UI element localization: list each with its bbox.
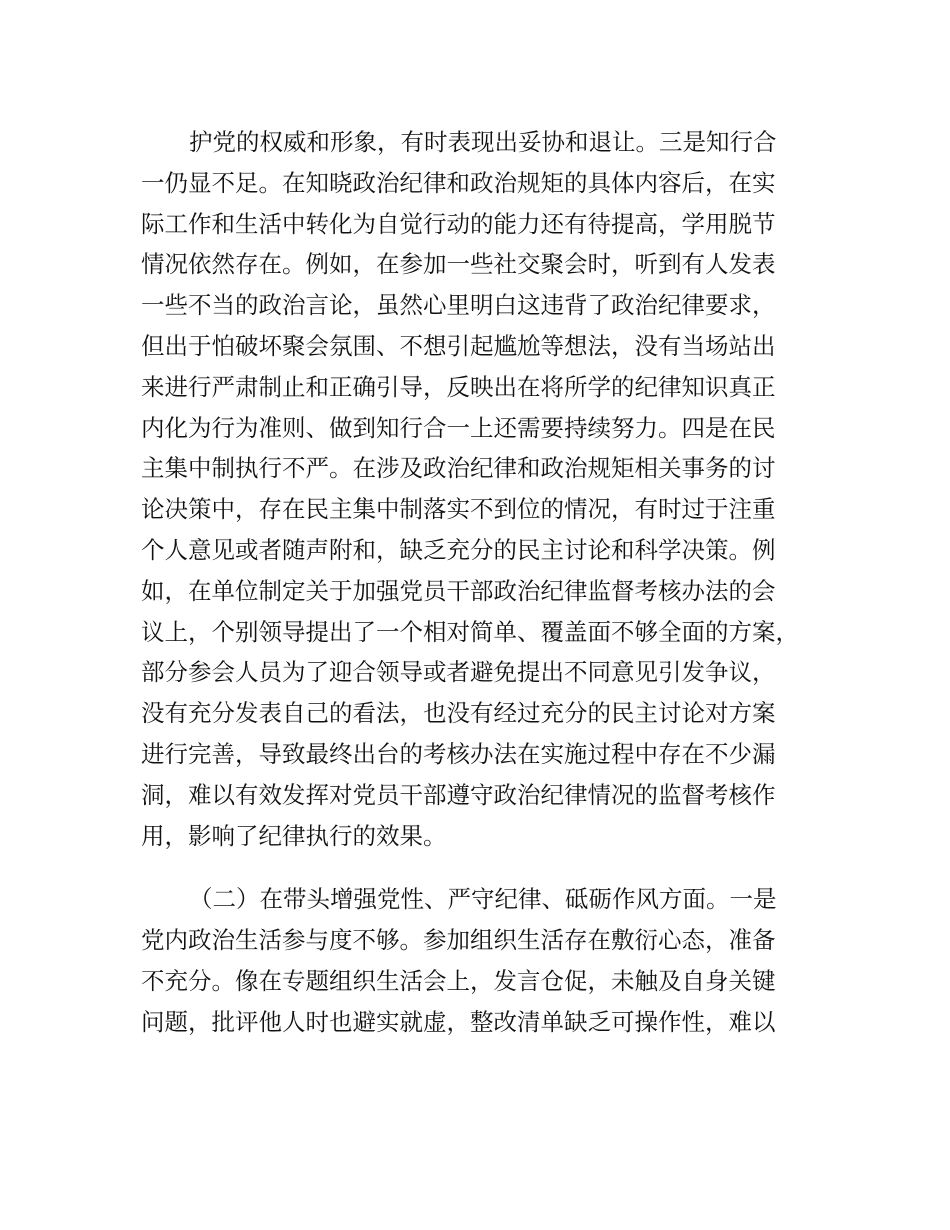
text-line: 部分参会人员为了迎合领导或者避免提出不同意见引发争议， bbox=[141, 658, 776, 687]
text-line: 但出于怕破坏聚会氛围、不想引起尴尬等想法，没有当场站出 bbox=[141, 331, 776, 360]
paragraph-1 bbox=[141, 122, 841, 856]
text-line: 护党的权威和形象，有时表现出妥协和退让。三是知行合 bbox=[189, 128, 777, 156]
text-line: 来进行严肃制止和正确引导，反映出在将所学的纪律知识真正 bbox=[141, 372, 776, 401]
text-line: 际工作和生活中转化为自觉行动的能力还有待提高，学用脱节 bbox=[141, 209, 776, 238]
text-line: 问题，批评他人时也避实就虚，整改清单缺乏可操作性，难以 bbox=[141, 1007, 776, 1036]
text-line: 一仍显不足。在知晓政治纪律和政治规矩的具体内容后，在实 bbox=[141, 168, 776, 197]
text-line: 个人意见或者随声附和，缺乏充分的民主讨论和科学决策。例 bbox=[141, 535, 776, 564]
text-line: 一些不当的政治言论，虽然心里明白这违背了政治纪律要求， bbox=[141, 291, 776, 320]
text-line: 进行完善，导致最终出台的考核办法在实施过程中存在不少漏 bbox=[141, 739, 776, 768]
paragraph-spacer bbox=[141, 856, 841, 879]
text-line: 没有充分发表自己的看法，也没有经过充分的民主讨论对方案 bbox=[141, 699, 776, 728]
text-line: 党内政治生活参与度不够。参加组织生活存在敷衍心态，准备 bbox=[141, 926, 776, 955]
text-line: 洞，难以有效发挥对党员干部遵守政治纪律情况的监督考核作 bbox=[141, 780, 776, 809]
text-line: 情况依然存在。例如，在参加一些社交聚会时，听到有人发表 bbox=[141, 250, 776, 279]
text-line: 如，在单位制定关于加强党员干部政治纪律监督考核办法的会 bbox=[141, 576, 776, 605]
text-line: 内化为行为准则、做到知行合一上还需要持续努力。四是在民 bbox=[141, 413, 776, 442]
text-line: 议上，个别领导提出了一个相对简单、覆盖面不够全面的方案， bbox=[141, 617, 799, 646]
text-line: 论决策中，存在民主集中制落实不到位的情况，有时过于注重 bbox=[141, 495, 776, 524]
paragraph-2 bbox=[141, 879, 841, 1042]
text-line: 用，影响了纪律执行的效果。 bbox=[141, 821, 447, 850]
text-line: 主集中制执行不严。在涉及政治纪律和政治规矩相关事务的讨 bbox=[141, 454, 776, 483]
body-text bbox=[141, 122, 841, 1043]
text-line: 不充分。像在专题组织生活会上，发言仓促，未触及自身关键 bbox=[141, 966, 776, 995]
text-line: （二）在带头增强党性、严守纪律、砥砺作风方面。一是 bbox=[189, 885, 777, 914]
